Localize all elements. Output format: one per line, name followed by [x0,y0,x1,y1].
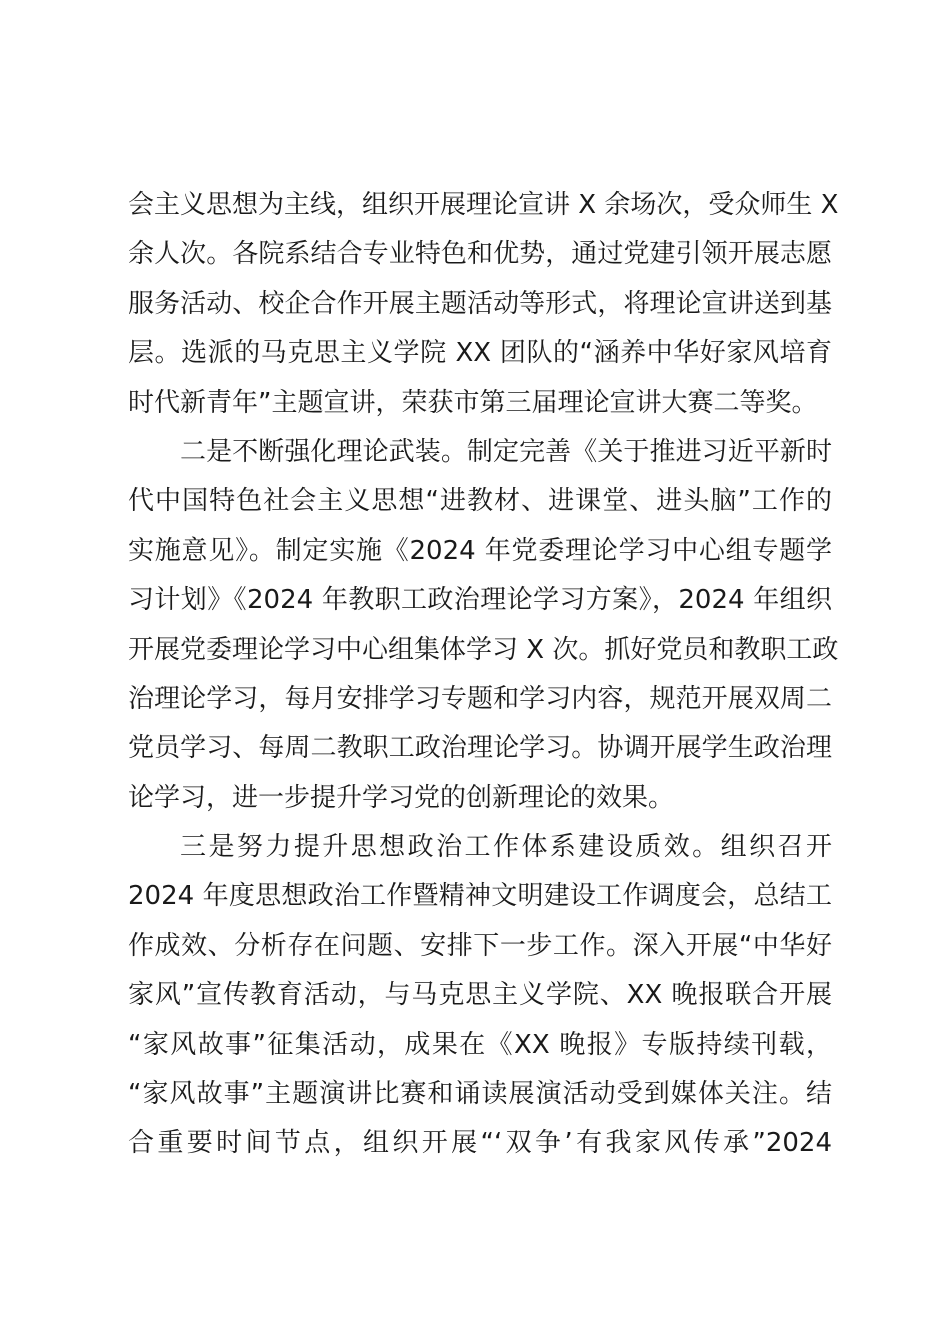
text-line: 2024 年度思想政治工作暨精神文明建设工作调度会，总结工 [128,881,832,912]
text-line: 开展党委理论学习中心组集体学习 X 次。抓好党员和教职工政 [128,634,839,665]
text-line: 会主义思想为主线，组织开展理论宣讲 X 余场次，受众师生 X [128,190,839,220]
text-line: 作成效、分析存在问题、安排下一步工作。深入开展“中华好 [128,930,832,961]
text-line: 三是努力提升思想政治工作体系建设质效。组织召开 [180,832,832,863]
text-line: 治理论学习，每月安排学习专题和学习内容，规范开展双周二 [128,683,832,714]
text-line: 党员学习、每周二教职工政治理论学习。协调开展学生政治理 [128,733,832,764]
text-line: “家风故事”主题演讲比赛和诵读展演活动受到媒体关注。结 [128,1079,832,1110]
text-line: 家风”宣传教育活动，与马克思主义学院、XX 晚报联合开展 [128,980,832,1011]
document-body [128,181,839,1169]
text-line: 余人次。各院系结合专业特色和优势，通过党建引领开展志愿 [128,239,832,270]
paragraph-2 [128,428,839,823]
text-line: 层。选派的马克思主义学院 XX 团队的“涵养中华好家风培育 [128,338,832,369]
text-line: 服务活动、校企合作开展主题活动等形式，将理论宣讲送到基 [128,288,832,319]
text-line: “家风故事”征集活动，成果在《XX 晚报》专版持续刊载， [128,1029,832,1060]
text-line: 时代新青年”主题宣讲，荣获市第三届理论宣讲大赛二等奖。 [128,387,818,418]
text-line: 二是不断强化理论武装。制定完善《关于推进习近平新时 [180,436,832,467]
text-line: 代中国特色社会主义思想“进教材、进课堂、进头脑”工作的 [128,486,832,517]
text-line: 论学习，进一步提升学习党的创新理论的效果。 [128,782,675,813]
text-line: 习计划》《2024 年教职工政治理论学习方案》，2024 年组织 [128,585,832,616]
text-line: 实施意见》。制定实施《2024 年党委理论学习中心组专题学 [128,535,832,566]
paragraph-1 [128,181,839,428]
text-line: 合重要时间节点，组织开展“‘双争’有我家风传承”2024 [128,1128,832,1159]
paragraph-3 [128,823,832,1169]
